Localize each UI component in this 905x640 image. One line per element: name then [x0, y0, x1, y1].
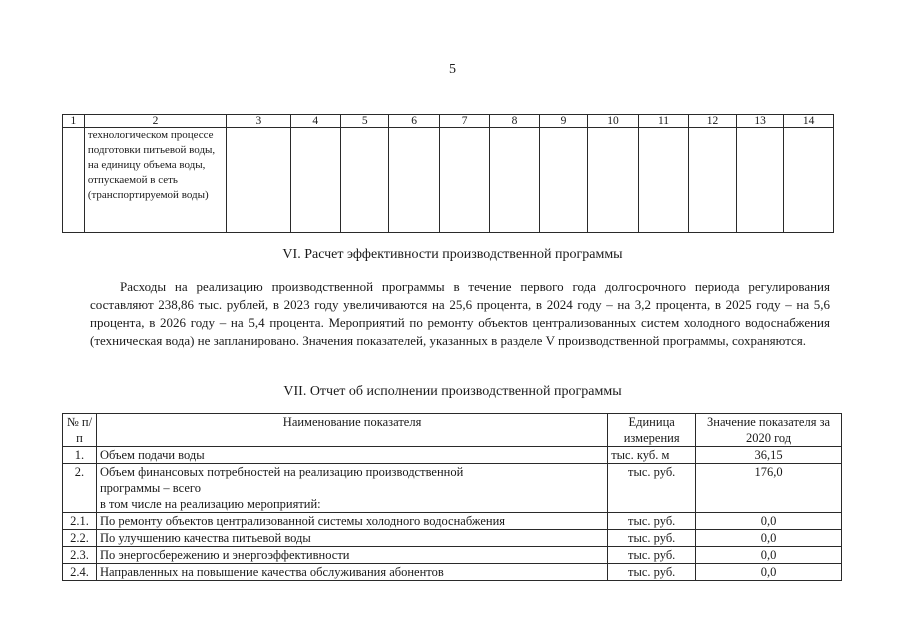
row-name-line: в том числе на реализацию мероприятий: [99, 497, 321, 511]
report-table [62, 413, 842, 581]
column-number-header: 13 [736, 115, 784, 128]
row-value: 0,0 [696, 564, 842, 581]
table-cell [490, 128, 539, 233]
table-row [63, 530, 842, 547]
row-unit: тыс. руб. [608, 547, 696, 564]
row-value: 0,0 [696, 547, 842, 564]
row-value: 176,0 [696, 464, 842, 513]
section-heading-efficiency: VI. Расчет эффективности производственной программы [282, 247, 623, 262]
page-number: 5 [449, 62, 456, 77]
table-cell [539, 128, 587, 233]
column-number-header: 4 [290, 115, 340, 128]
row-num: 2.4. [63, 564, 97, 581]
column-number-header: 8 [490, 115, 539, 128]
section-heading-report: VII. Отчет об исполнении производственной программы [283, 384, 622, 399]
column-number-header: 14 [784, 115, 834, 128]
row-name: По улучшению качества питьевой воды [96, 530, 607, 547]
table-cell [389, 128, 439, 233]
row-value: 0,0 [696, 530, 842, 547]
table-cell [784, 128, 834, 233]
table-cell [638, 128, 689, 233]
row-unit: тыс. куб. м [608, 447, 696, 464]
column-number-header: 6 [389, 115, 439, 128]
table-row [63, 513, 842, 530]
col-header-unit: Единица измерения [608, 414, 696, 447]
col-header-value: Значение показателя за 2020 год [696, 414, 842, 447]
column-number-header: 7 [439, 115, 489, 128]
col-header-num: № п/п [63, 414, 97, 447]
column-number-row [63, 115, 834, 128]
table-row [63, 128, 834, 233]
indicators-table-continuation [62, 114, 834, 233]
row-name [96, 464, 607, 513]
row-name-line: Объем финансовых потребностей на реализацию производственной [99, 465, 464, 479]
column-number-header: 5 [340, 115, 388, 128]
row-unit: тыс. руб. [608, 564, 696, 581]
row-name: По энергосбережению и энергоэффективности [96, 547, 607, 564]
row-name: Объем подачи воды [96, 447, 607, 464]
row-name: По ремонту объектов централизованной системы холодного водоснабжения [96, 513, 607, 530]
row-name-line: программы – всего [99, 481, 201, 495]
table-cell [736, 128, 784, 233]
row-unit: тыс. руб. [608, 513, 696, 530]
row-value: 0,0 [696, 513, 842, 530]
table-cell [63, 128, 85, 233]
table-row [63, 447, 842, 464]
column-number-header: 10 [588, 115, 639, 128]
indicator-name-cell: технологическом процессе подготовки питьевой воды, на единицу объема воды, отпускаемой в сеть (транспортируемой воды) [84, 128, 226, 233]
table-cell [588, 128, 639, 233]
column-number-header: 11 [638, 115, 689, 128]
row-unit: тыс. руб. [608, 464, 696, 513]
col-header-name: Наименование показателя [96, 414, 607, 447]
table-cell [340, 128, 388, 233]
row-num: 2.1. [63, 513, 97, 530]
table-row [63, 464, 842, 513]
table-row [63, 547, 842, 564]
table-row [63, 564, 842, 581]
table-cell [290, 128, 340, 233]
column-number-header: 9 [539, 115, 587, 128]
table-header-row [63, 414, 842, 447]
row-num: 1. [63, 447, 97, 464]
table-cell [439, 128, 489, 233]
column-number-header: 1 [63, 115, 85, 128]
efficiency-paragraph: Расходы на реализацию производственной программы в течение первого года долгосрочного периода регулирования составляют 238,86 тыс. рублей, в 2023 году увеличиваются на 25,6 процента, в 2024 году – на 3,2 процента, в 2025 году – на 5,6 процента, в 2026 году – на 5,4 процента. Мероприятий по ремонту объектов централизованных систем холодного водоснабжения (техническая вода) не запланировано. Значения показателей, указанных в разделе V производственной программы, сохраняются. [90, 279, 830, 348]
column-number-header: 2 [84, 115, 226, 128]
row-value: 36,15 [696, 447, 842, 464]
row-num: 2.2. [63, 530, 97, 547]
row-num: 2. [63, 464, 97, 513]
row-num: 2.3. [63, 547, 97, 564]
row-unit: тыс. руб. [608, 530, 696, 547]
table-cell [689, 128, 737, 233]
column-number-header: 3 [227, 115, 290, 128]
table-cell [227, 128, 290, 233]
row-name: Направленных на повышение качества обслуживания абонентов [96, 564, 607, 581]
column-number-header: 12 [689, 115, 737, 128]
